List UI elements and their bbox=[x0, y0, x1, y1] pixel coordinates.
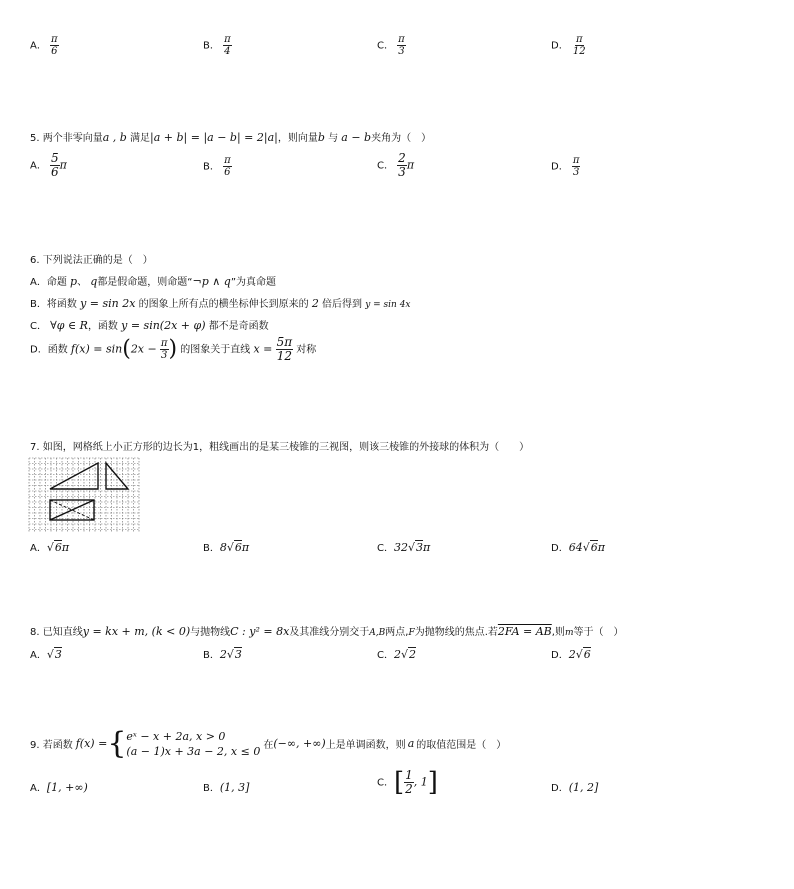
q8-option-c: C．2√2 bbox=[377, 648, 416, 661]
text: 8. 已知直线 bbox=[30, 627, 83, 638]
factor: 2 bbox=[311, 297, 319, 310]
option-label: D． bbox=[551, 783, 569, 794]
pi-symbol: π bbox=[597, 541, 605, 554]
coefficient: 2 bbox=[568, 648, 576, 661]
coefficient: 32 bbox=[393, 541, 408, 554]
q5-vector-b: b bbox=[317, 131, 325, 144]
text: ,则 bbox=[551, 627, 565, 638]
text: 都是假命题，则命题“ bbox=[97, 277, 193, 288]
q5-mid: ，则向量 bbox=[277, 133, 318, 144]
frac-num: π bbox=[224, 155, 231, 166]
q4-option-c bbox=[377, 34, 406, 57]
q5-cond-text: 满足 bbox=[130, 133, 151, 144]
function-name: f(x) = bbox=[75, 737, 108, 750]
q6-stem: 6. 下列说法正确的是（ ） bbox=[30, 255, 153, 266]
radicand: 2 bbox=[409, 648, 416, 661]
separator: 、 bbox=[77, 277, 88, 288]
text: 与抛物线 bbox=[190, 627, 231, 638]
frac-den: 4 bbox=[224, 46, 231, 57]
q8-option-a: A．√3 bbox=[30, 648, 62, 661]
vector-eq: 2FA = AB bbox=[497, 625, 552, 638]
q6-option-d bbox=[30, 336, 316, 363]
text: 的图象关于直线 bbox=[180, 344, 251, 356]
focus: F bbox=[408, 628, 415, 638]
option-label: C． bbox=[377, 40, 394, 52]
frac-num: 1 bbox=[405, 768, 413, 782]
q8-option-d: D．2√6 bbox=[551, 648, 591, 661]
frac-den: 3 bbox=[398, 165, 406, 179]
text: 9. 若函数 bbox=[30, 740, 73, 751]
q4-option-b bbox=[203, 34, 232, 57]
q6-option-b bbox=[30, 295, 411, 310]
text: 对称 bbox=[296, 344, 317, 356]
line-expr: y = kx + m, (k < 0) bbox=[82, 625, 191, 638]
frac-num: π bbox=[160, 338, 168, 349]
text: ”为真命题 bbox=[230, 277, 277, 288]
option-label: B． bbox=[203, 40, 220, 52]
var-p: p bbox=[70, 275, 78, 288]
q5-prefix: 5. 两个非零向量 bbox=[30, 133, 103, 144]
q9-option-d bbox=[551, 779, 598, 794]
q5-option-d bbox=[551, 155, 580, 178]
option-label: D． bbox=[551, 161, 569, 173]
right-paren: ) bbox=[168, 336, 178, 362]
coefficient: 64 bbox=[568, 541, 583, 554]
text: 倍后得到 bbox=[322, 299, 362, 310]
var-m: m bbox=[564, 628, 574, 638]
option-label: D． bbox=[551, 40, 569, 52]
three-view-figure bbox=[28, 457, 140, 533]
frac-num: π bbox=[51, 34, 58, 45]
option-label: C． bbox=[377, 160, 394, 172]
option-label: C． bbox=[377, 650, 394, 661]
text: 都不是奇函数 bbox=[208, 321, 269, 332]
option-label: A．命题 bbox=[30, 277, 67, 288]
text: 上是单调函数，则 bbox=[325, 740, 406, 751]
q9-option-a bbox=[30, 779, 88, 794]
q5-stem bbox=[30, 129, 431, 144]
frac-den: 12 bbox=[572, 46, 586, 57]
case-1: eˣ − x + 2a, x > 0 bbox=[126, 729, 226, 743]
pi-symbol: π bbox=[59, 158, 67, 172]
x-equals: x = bbox=[253, 342, 273, 356]
var-q: q bbox=[90, 275, 98, 288]
q9-option-c: C．[ $\frac{1}{2}$ , 1] bbox=[377, 767, 438, 798]
coefficient: 8 bbox=[219, 541, 227, 554]
front-view bbox=[50, 463, 98, 489]
option-label: C． bbox=[377, 543, 394, 554]
var-a: a bbox=[407, 737, 415, 750]
inner-expr: 2x − bbox=[130, 342, 157, 356]
q7-option-a: A．√6π bbox=[30, 541, 70, 554]
q7-stem: 7. 如图，网格纸上小正方形的边长为1，粗线画出的是某三棱锥的三视图，则该三棱锥的外接球的体积为（ ） bbox=[30, 442, 530, 453]
radicand: 3 bbox=[416, 541, 423, 554]
radicand: 6 bbox=[590, 541, 598, 554]
option-label: B．将函数 bbox=[30, 299, 77, 310]
option-label: D． bbox=[551, 543, 569, 554]
coefficient: 2 bbox=[219, 648, 227, 661]
q8-option-b: B．2√3 bbox=[203, 648, 242, 661]
q4-option-d bbox=[551, 34, 587, 57]
quantifier-expr: ∀φ ∈ R bbox=[50, 319, 88, 332]
option-label: B． bbox=[203, 543, 220, 554]
text: 两点, bbox=[385, 627, 409, 638]
option-label: D． bbox=[551, 650, 569, 661]
function-expr: y = sin 2x bbox=[80, 297, 136, 310]
radicand: 3 bbox=[234, 648, 242, 661]
frac-den: 6 bbox=[51, 165, 59, 179]
q8-stem bbox=[30, 623, 623, 638]
frac-den: 6 bbox=[51, 46, 58, 57]
q5-option-c bbox=[377, 152, 414, 179]
radicand: 3 bbox=[54, 648, 62, 661]
interval-value: (1, 2] bbox=[568, 781, 599, 794]
pi-symbol: π bbox=[61, 541, 70, 554]
q5-option-a bbox=[30, 152, 67, 179]
option-label: A． bbox=[30, 160, 47, 172]
radicand: 6 bbox=[54, 541, 62, 554]
frac-num: π bbox=[572, 155, 580, 166]
q6-option-c bbox=[30, 317, 269, 332]
text: 等于（ ） bbox=[573, 627, 624, 638]
frac-num: π bbox=[224, 34, 231, 45]
radicand: 6 bbox=[234, 541, 242, 554]
q9-option-b bbox=[203, 779, 249, 794]
option-label: B． bbox=[203, 161, 220, 173]
frac-den: 2 bbox=[405, 782, 413, 796]
frac-den: 3 bbox=[398, 46, 405, 57]
frac-num: 5 bbox=[51, 151, 59, 165]
option-label: B． bbox=[203, 783, 220, 794]
frac-num: 2 bbox=[398, 151, 406, 165]
q5-suffix: 夹角为（ ） bbox=[371, 133, 432, 144]
q7-option-b: B．8√6π bbox=[203, 541, 250, 554]
frac-num: π bbox=[398, 34, 405, 45]
text: ，函数 bbox=[87, 321, 118, 332]
logic-expr: ¬p ∧ q bbox=[192, 275, 231, 288]
case-2: (a − 1)x + 3a − 2, x ≤ 0 bbox=[126, 744, 261, 758]
left-paren: ( bbox=[122, 336, 131, 362]
interval-value: [1, +∞) bbox=[46, 781, 88, 794]
option-label: A． bbox=[30, 783, 47, 794]
pi-symbol: π bbox=[423, 541, 431, 554]
q4-option-a bbox=[30, 34, 59, 57]
q5-vectors: a , b bbox=[102, 131, 127, 144]
q7-option-c: C．32√3π bbox=[377, 541, 431, 554]
frac-den: 3 bbox=[161, 350, 168, 361]
coefficient: 2 bbox=[393, 648, 401, 661]
pi-symbol: π bbox=[406, 158, 415, 172]
text: 及其准线分别交于 bbox=[289, 627, 370, 638]
option-label: D．函数 bbox=[30, 344, 68, 356]
points: A,B bbox=[369, 628, 386, 638]
frac-den: 3 bbox=[572, 167, 580, 178]
q5-condition: |a + b| = |a − b| = 2|a| bbox=[150, 131, 278, 144]
text: 的图象上所有点的横坐标伸长到原来的 bbox=[138, 299, 309, 310]
frac-num: π bbox=[575, 34, 583, 45]
option-label: A． bbox=[30, 543, 47, 554]
option-label: A． bbox=[30, 650, 47, 661]
text: 为抛物线的焦点.若 bbox=[414, 627, 498, 638]
q6-option-a bbox=[30, 273, 276, 288]
text: 的取值范围是（ ） bbox=[416, 740, 507, 751]
function-expr: y = sin 4x bbox=[365, 300, 411, 310]
q5-option-b bbox=[203, 155, 232, 178]
piecewise-cases bbox=[126, 729, 260, 759]
option-label: A． bbox=[30, 40, 47, 52]
left-brace: { bbox=[107, 726, 127, 761]
text: 在 bbox=[263, 740, 274, 751]
function-expr: y = sin(2x + φ) bbox=[121, 319, 206, 332]
option-label: C． bbox=[377, 777, 394, 789]
frac-den: 6 bbox=[224, 167, 231, 178]
q9-stem bbox=[30, 726, 506, 761]
radicand: 6 bbox=[583, 648, 591, 661]
pi-symbol: π bbox=[241, 541, 250, 554]
q5-vector-a-minus-b: a − b bbox=[341, 131, 372, 144]
interval-value: (1, 3] bbox=[219, 781, 250, 794]
option-label: B． bbox=[203, 650, 220, 661]
interval: (−∞, +∞) bbox=[273, 737, 326, 750]
q7-option-d: D．64√6π bbox=[551, 541, 605, 554]
option-label: C． bbox=[30, 321, 47, 332]
frac-den: 12 bbox=[276, 349, 292, 363]
function-expr: f(x) = sin bbox=[70, 342, 123, 356]
interval-rest: , 1 bbox=[413, 775, 428, 789]
frac-num: 5π bbox=[276, 335, 293, 349]
q5-with: 与 bbox=[328, 133, 339, 144]
parabola-expr: C : y² = 8x bbox=[230, 625, 290, 638]
